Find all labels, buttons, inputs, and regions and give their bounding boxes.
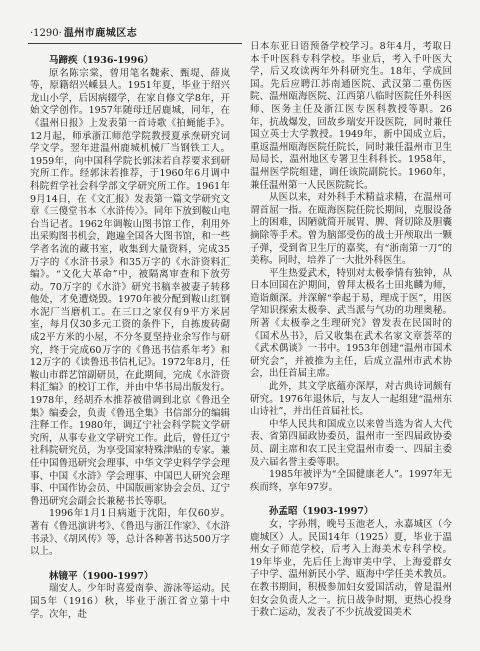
biography-lin-jingping-continued — [250, 41, 452, 494]
left-column — [30, 55, 230, 645]
biography-paragraph: 此外，其文学底蕴亦深厚，对古典诗词颇有研究。1976年退休后，与友人一起组建“温州东山诗社”，并出任首届社长。 — [250, 381, 452, 418]
biography-paragraph: 女，字孙荆，晚号玉池老人，永嘉城区（今鹿城区）人。民国14年（1925）夏，毕业于温州女子师范学校，后考入上海美术专科学校。19年毕业，先后任上海审美中学、上海爱群女子中学、温州新民小学、瓯海中学任美术教员。在教书期间，积极参加妇女爱国活动，曾是温州妇女会负责人之一。抗日战争时期，更热心投身于救亡运动，发表了不少抗战爱国美术 — [250, 518, 452, 619]
header-rule — [28, 43, 242, 44]
right-column — [250, 41, 452, 647]
biography-heading: 林镜平（1900-1997） — [49, 570, 154, 582]
biography-ma-tiji — [30, 55, 230, 559]
biography-paragraph: 瑞安人。少年时喜爱南拳、游泳等运动。民国5年（1916）秋，毕业于浙江省立第十中学。次年，赴 — [30, 583, 230, 620]
biography-sun-mengzhao — [250, 506, 452, 619]
biography-paragraph: 1996年1月1日病逝于沈阳，年仅60岁。著有《鲁迅演讲考》、《鲁迅与浙江作家》、《水浒书录》、《胡风传》等，总计各种著书达500万字以上。 — [30, 508, 230, 558]
biography-lin-jingping — [30, 571, 230, 621]
biography-paragraph: 中华人民共和国成立以来曾当选为省人大代表、省第四届政协委员，温州市一至四届政协委员、副主席和农工民主党温州市委一、四届主委及六届名誉主委等职。 — [250, 418, 452, 468]
biography-paragraph: 平生热爱武术，特别对太极拳情有独钟，从日本回国在沪期间，曾拜太极名士田兆麟为师，造诣颇深。并深解“拳起于易，理成于医”，用医学知识探索太极拳、武当派与气功的功理奥秘。所著《太极拳之生理研究》曾发表在民国时的《国术丛书》，后又收集在武术名家文章荟萃的《武术偶谈》一书中。1953年创建“温州市国术研究会”，并被推为主任，后成立温州市武术协会，出任首届主席。 — [250, 267, 452, 380]
book-title: 温州市鹿城区志 — [63, 28, 138, 39]
page-number: ·1290· — [30, 28, 62, 39]
page-header — [30, 28, 137, 40]
biography-heading: 马蹄疾（1936-1996） — [49, 55, 154, 66]
biography-paragraph: 从医以来，对外科手术精益求精，在温州可谓首屈一指。在瓯海医院任院长期间，克服设备上的困难，因陋就简开展胃、脾、肾切除及胆囊摘除等手术。曾为脑部受伤的战士开颅取出一颗子弹，受到省卫生厅的嘉奖，有“浙南第一刀”的美称。同时，培养了一大批外科医生。 — [250, 192, 452, 267]
biography-paragraph-continued: 日本东亚日语预备学校学习。8年4月，考取日本千叶医科专科学校。毕业后，考入千叶医大学，后又攻读两年外科研究生。18年，学成回国。先后应聘江苏南通医院、武汉第二重伤医院、温州瓯海医院、江西第八临时医院任外科医师、医务主任及浙江医专医科教授等职。26年，抗战爆发，回故乡瑞安开设医院，同时兼任国立英士大学教授。1949年，新中国成立后，重返温州瓯海医院任院长，同时兼任温州市卫生局局长，温州地区专署卫生科科长。1958年，温州医学院组建，调任该院副院长。1960年，兼任温州第一人民医院院长。 — [250, 41, 452, 191]
biography-heading: 孙孟昭（1903-1997） — [269, 506, 374, 518]
biography-paragraph: 1985年被评为“全国健康老人”。1997年无疾而终，享年97岁。 — [250, 469, 452, 493]
biography-paragraph: 原名陈宗棠，曾用笔名魏索、甄堤、薛岚等，原籍绍兴嵊县人。1951年夏，毕业于绍兴龙山小学，后因病辍学，在家自修文学8年，开始文学创作。1957年随母迁居鹿城，同年，在《温州日报》上发表第一首诗歌《拍蝇能手》。12月起，师承浙江师范学院教授夏承焘研究词学文学。翌年进温州鹿城机械厂当钢铁工人。1959年，向中国科学院长郭沫若自荐要求到研究所工作。经郭沫若推荐，于1960年6月调中科院哲学社会科学部文学研究所工作。1961年9月14日，在《文汇报》发表第一篇文学研究文章《三傻堂书本〈水浒传〉》。同年下放到鞍山电台当记者。1962年调鞍山图书馆工作，利用外出采购图书机会，跑遍全国各大图书馆，和一些学者名流的藏书室，收集到大量资料，完成35万字的《水浒书录》和35万字的《水浒资料汇编》。“文化大革命”中，被隔离审查和下放劳动。70万字的《水浒》研究书稿幸被妻子转移他处，才免遭烧毁。1970年被分配到鞍山红钢水泥厂当磨机工。在三口之家仅有9平方米居室，每月仅30多元工资的条件下，自拣废砖砌成2平方米的小屋，不分冬夏坚持业余写作与研究，终于完成60万字的《鲁迅书信系年考》和12万字的《读鲁迅书信札记》。1972年8月，任鞍山市群艺馆副研员，在此期间，完成《水浒资料汇编》的校订工作，并由中华书局出版发行。1978年，经胡乔木推荐被借调到北京《鲁迅全集》编委会，负责《鲁迅全集》书信部分的编辑注释工作。1980年，调辽宁社会科学院文学研究所，从事专业文学研究工作。此后，曾任辽宁社科院研究员，为享受国家特殊津贴的专家。兼任中国鲁迅研究会理事、中华文学史料学学会理事、中国《水浒》学会理事、中国巴人研究会理事、中国作协会员、中国版画家协会会员、辽宁鲁迅研究会副会长兼秘书长等职。 — [30, 67, 230, 507]
